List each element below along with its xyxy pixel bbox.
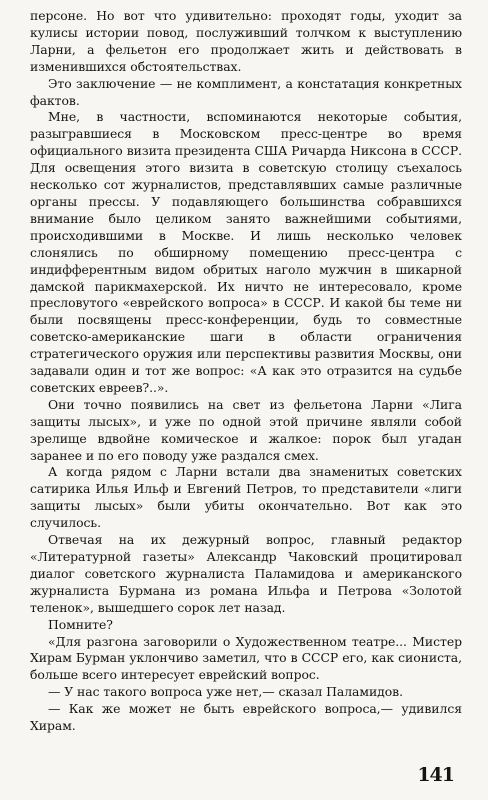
body-text [30,8,462,735]
paragraph: «Для разгона заговорили о Художественном театре... Мистер Хирам Бурман уклончиво заметил, что в СССР его, как сиониста, больше всего интересует еврейский вопрос. [30,633,462,683]
paragraph: Помните? [48,616,113,632]
paragraph: Это заключение — не комплимент, а констатация конкретных фактов. [30,75,462,108]
paragraph: — Как же может не быть еврейского вопроса,— удивился Хирам. [30,701,462,734]
page-number: 141 [417,764,454,786]
paragraph: — У нас такого вопроса уже нет,— сказал Паламидов. [48,684,403,700]
paragraph: А когда рядом с Ларни встали два знаменитых советских сатирика Илья Ильф и Евгений Петров, то представители «лиги защиты лысых» были убиты окончательно. Вот как это случилось. [30,464,462,531]
paragraph: Мне, в частности, вспоминаются некоторые события, разыгравшиеся в Московском пресс-центре во время официального визита президента США Ричарда Никсона в СССР. Для освещения этого визита в советскую столицу съехалось несколько сот журналистов, представлявших самые различные органы прессы. У подавляющего большинства собравшихся внимание было целиком занято важнейшими событиями, происходившими в Москве. И лишь несколько человек слонялись по обширному помещению пресс-центра с индифферентным видом обритых наголо мужчин в шикарной дамской парикмахерской. Их ничто не интересовало, кроме пресловутого «еврейского вопроса» в СССР. И какой бы теме ни были посвящены пресс-конференции, будь то совместные советско-американские шаги в области ограничения стратегического оружия или перспективы развития Москвы, они задавали один и тот же вопрос: «А как это отразится на судьбе советских евреев?..». [30,109,462,395]
paragraph: Отвечая на их дежурный вопрос, главный редактор «Литературной газеты» Александр Чаковский процитировал диалог советского журналиста Паламидова и американского журналиста Бурмана из романа Ильфа и Петрова «Золотой теленок», вышедшего сорок лет назад. [30,532,462,615]
paragraph: персоне. Но вот что удивительно: проходят годы, уходит за кулисы истории повод, послуживший толчком к выступлению Ларни, а фельетон его продолжает жить и действовать в изменившихся обстоятельствах. [30,8,462,74]
paragraph: Они точно появились на свет из фельетона Ларни «Лига защиты лысых», и уже по одной этой причине являли собой зрелище вдвойне комическое и жалкое: порок был угадан заранее и по его поводу уже раздался смех. [30,396,462,463]
